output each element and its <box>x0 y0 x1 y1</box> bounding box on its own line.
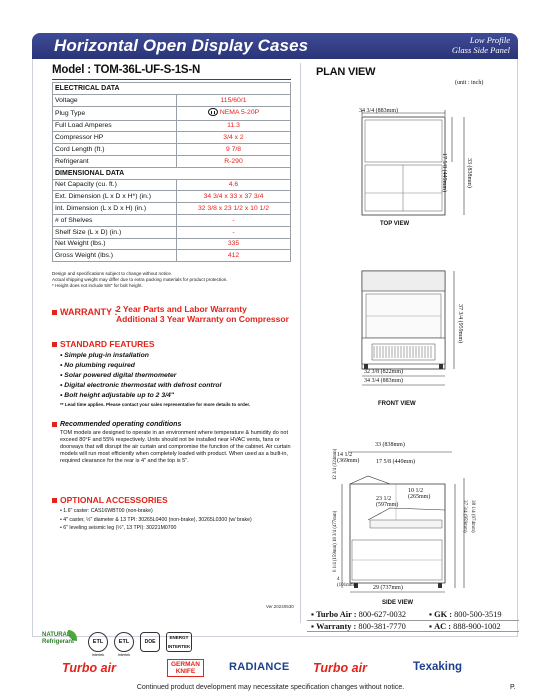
bullet-icon <box>52 422 57 427</box>
side-h-dim: 4 (101mm) <box>337 577 356 588</box>
front-inner-width-dim: 32 3/8 (822mm) <box>364 369 403 375</box>
lead-time-note: ** Lead time applies. Please contact your sales representative for more details to order. <box>60 402 251 407</box>
energy-verified-logo: ENERGY INTERTEK <box>166 632 192 652</box>
subtitle-line-1: Low Profile <box>469 35 510 45</box>
recommended-title: Recommended operating conditions <box>52 421 181 428</box>
version-label: Ver.20240530 <box>266 604 294 609</box>
side-e-dim: 12 3/4 (324mm) <box>333 448 338 480</box>
recommended-text: TOM models are designed to operate in an environment where temperature & humidity do not exceed 80°F and 55% respectively. Units should not be installed near HVAC vents, fans or doorways that will disrupt the air curtain and compromise the function of the cabinet. Air curtain models will run most efficiently when completely loaded with product. When used as a built-in, required clearance for the rear is 4" and the top is 5". <box>60 430 291 464</box>
top-width-dim: 34 3/4 (883mm) <box>359 108 398 114</box>
warranty-text: 2 Year Parts and Labor Warranty Additional 3 Year Warranty on Compressor <box>116 304 289 324</box>
page-title: Horizontal Open Display Cases <box>54 36 309 55</box>
footer-disclaimer: Continued product development may necessitate specification changes without notice. <box>136 684 405 691</box>
front-height-dim: 37 3/4 (959mm) <box>457 304 463 343</box>
contact-ac: ▪ AC : 888-900-1002 <box>429 622 501 631</box>
contact-separator <box>307 620 519 621</box>
etl-listed-logo: ETL <box>114 632 134 652</box>
side-height-1-dim: 37 3/4 (959mm) <box>462 500 467 533</box>
standard-features-title: STANDARD FEATURES <box>52 339 155 349</box>
bullet-icon <box>52 342 57 347</box>
spec-row: Refrigerant R-290 <box>53 155 291 167</box>
title-banner <box>32 33 518 59</box>
column-divider <box>300 63 301 623</box>
texaking-logo: Texaking <box>413 661 462 673</box>
spec-row: Voltage 115/60/1 <box>53 94 291 106</box>
page-subtitle <box>452 35 510 55</box>
side-g-dim: 6 1/4 (159mm) <box>333 543 338 572</box>
top-depth-dim: 33 (838mm) <box>466 158 472 188</box>
warranty-label: WARRANTY : <box>52 307 117 317</box>
contact-warranty: ▪ Warranty : 800-381-7770 <box>311 622 406 631</box>
top-view-label: TOP VIEW <box>380 221 410 227</box>
top-view-drawing <box>340 105 480 220</box>
spec-section-electrical: ELECTRICAL DATA <box>53 83 291 95</box>
subtitle-line-2: Glass Side Panel <box>451 45 510 55</box>
spec-row: Net Capacity (cu. ft.) 4.6 <box>53 179 291 191</box>
side-c-dim: 10 1/2 (265mm) <box>408 488 431 500</box>
note-line: Actual shipping weight may differ due to extra packing materials for product protection. <box>52 277 228 282</box>
list-item: • 6" leveling seismic leg (½", 13 TPI): 30221M0700 <box>60 524 252 533</box>
etl-sanitation-logo: ETL <box>88 632 108 652</box>
list-item: • No plumbing required <box>60 361 221 371</box>
spec-row: Plug Type NEMA 5-20P <box>53 106 291 120</box>
radiance-logo: RADIANCE <box>229 661 290 673</box>
brand-logos <box>32 659 518 679</box>
spec-row: Full Load Amperes 11.3 <box>53 120 291 132</box>
list-item: • Simple plug-in installation <box>60 351 221 361</box>
contact-separator <box>307 631 519 632</box>
optional-accessories-title: OPTIONAL ACCESSORIES <box>52 495 168 505</box>
side-view-drawing <box>330 448 480 598</box>
turbo-air-logo-2: Turbo air <box>313 661 367 675</box>
turbo-air-logo: Turbo air <box>62 661 116 675</box>
spec-row: Int. Dimension (L x D x H) (in.) 32 3/8 x 23 1/2 x 10 1/2 <box>53 203 291 215</box>
front-view-label: FRONT VIEW <box>378 401 416 407</box>
standard-features-list <box>60 351 221 401</box>
german-knife-logo: GERMAN KNIFE <box>167 659 204 677</box>
page-number: P. <box>510 684 516 691</box>
list-item: • Bolt height adjustable up to 2 3/4" <box>60 391 221 401</box>
side-f-dim: 18 3/4 (477mm) <box>333 510 338 542</box>
unit-label: (unit : inch) <box>455 80 484 86</box>
note-line: Design and specifications subject to change without notice. <box>52 271 173 276</box>
list-item: • 4" caster, ½" diameter & 13 TPI: 30265L0400 (non-brake), 30265L0300 (w/ brake) <box>60 516 252 525</box>
spec-row: Cord Length (ft.) 9 7/8 <box>53 144 291 156</box>
side-height-2-dim: 38 1/4 (974mm) <box>470 500 475 533</box>
plug-type-value: NEMA 5-20P <box>219 108 260 116</box>
etl-sub: Intertek <box>117 653 131 657</box>
bullet-icon <box>52 310 57 315</box>
side-b-dim: 17 5/8 (449mm) <box>376 459 415 465</box>
bullet-icon <box>52 498 57 503</box>
model-underline <box>52 79 291 80</box>
optional-accessories-list <box>60 507 252 533</box>
list-item: • 1.6" caster: CAS16WBT00 (non-brake) <box>60 507 252 516</box>
top-inner-dim: 17 5/8 (449mm) <box>441 153 447 192</box>
spec-row: Compressor HP 3/4 x 2 <box>53 132 291 144</box>
spec-row: Shelf Size (L x D) (in.) - <box>53 226 291 238</box>
model-name: Model : TOM-36L-UF-S-1S-N <box>52 64 201 76</box>
spec-row: Net Weight (lbs.) 335 <box>53 238 291 250</box>
side-depth-dim: 33 (838mm) <box>375 442 405 448</box>
plan-view-title: PLAN VIEW <box>316 66 376 78</box>
spec-table <box>52 82 291 262</box>
side-a-dim: 14 1/2 (369mm) <box>337 452 360 464</box>
side-bottom-dim: 29 (737mm) <box>373 585 403 591</box>
nema-plug-icon <box>208 108 218 116</box>
list-item: • Solar powered digital thermometer <box>60 371 221 381</box>
side-view-label: SIDE VIEW <box>382 600 414 606</box>
note-line: * Height does not include 5/8" for bolt height. <box>52 283 143 288</box>
contact-turbo-air: ▪ Turbo Air : 800-627-0032 <box>311 610 407 619</box>
contact-gk: ▪ GK : 800-500-3519 <box>429 610 502 619</box>
spec-section-dimensional: DIMENSIONAL DATA <box>53 167 291 179</box>
doe-logo: DOE <box>140 632 160 652</box>
side-d-dim: 23 1/2 (597mm) <box>376 496 399 508</box>
list-item: • Digital electronic thermostat with defrost control <box>60 381 221 391</box>
natural-refrigerant-logo: NATURAL Refrigerant <box>40 630 80 654</box>
spec-notes <box>52 271 292 289</box>
spec-row: Gross Weight (lbs.) 412 <box>53 250 291 262</box>
spec-row: Ext. Dimension (L x D x H*) (in.) 34 3/4 x 33 x 37 3/4 <box>53 191 291 203</box>
front-width-dim: 34 3/4 (883mm) <box>364 378 403 384</box>
spec-row: # of Shelves - <box>53 214 291 226</box>
etl-sub: Intertek <box>91 653 105 657</box>
